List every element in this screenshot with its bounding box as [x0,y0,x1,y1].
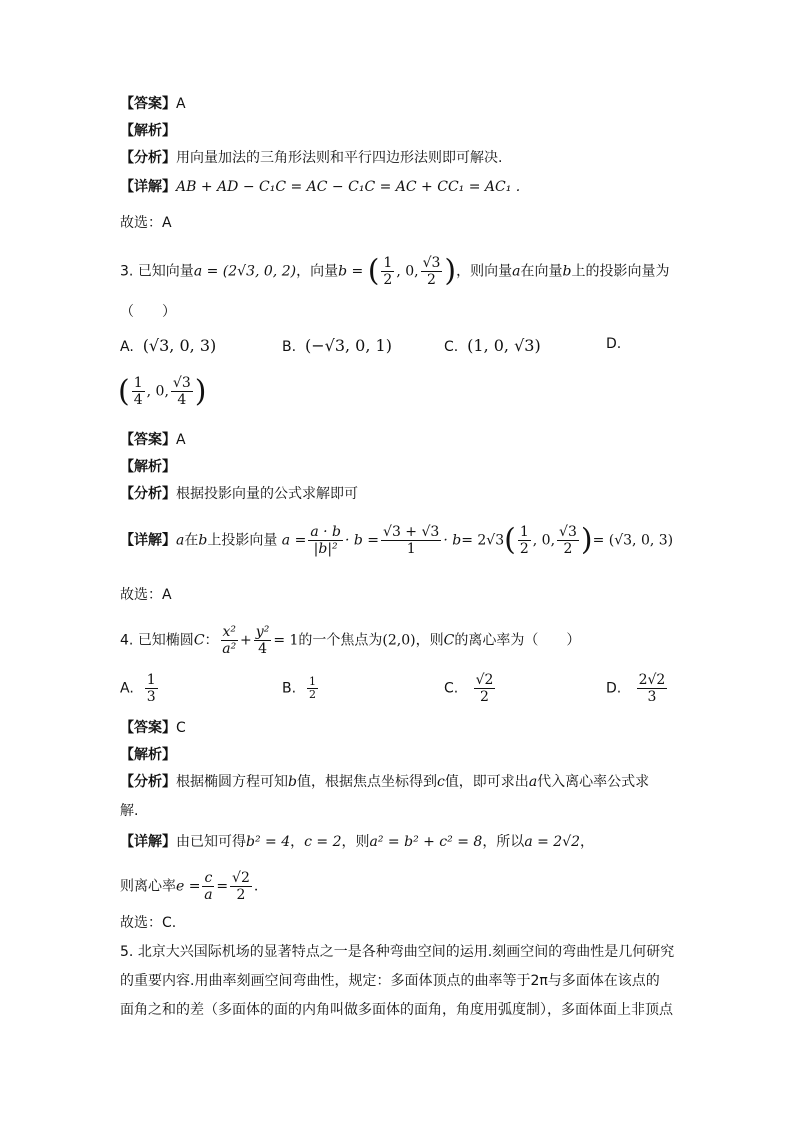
fenxi-line-q3 [120,484,358,504]
choose-label: 故选： [120,215,162,231]
option-label: A. [120,680,134,697]
detail-text2: ，则 [341,834,370,850]
q4-option-c [444,672,497,705]
option-label: C. [444,680,459,697]
q3-option-d [606,336,621,352]
option-den: 2 [480,689,489,705]
analysis-line-q2 [120,121,176,141]
option-value: (√3, 0, 3) [142,336,217,355]
question-5-line1 [120,942,674,962]
detail-text1: 由已知可得 [176,834,246,850]
option-num: 2√2 [638,672,666,688]
projection-value-fraction: $\frac{√3 + √3}{1}$ [383,524,440,557]
detail-line-q4: 【详解】由已知可得b² = 4，c = 2，则a² = b² + c² = 8，所以a = 2√2， [120,834,595,850]
answer-line-q2 [120,94,186,114]
answer-label: 【答案】 [120,96,176,112]
analysis-label: 【解析】 [120,123,176,139]
ellipse-y-term: $\frac{\text{y²}}{4}$ [255,624,270,657]
option-den: 2 [308,688,316,701]
question-number: 3. [120,263,134,280]
focus-coords: (2,0) [382,632,416,649]
question-5-line2 [120,971,660,991]
fenxi-text: 根据投影向量的公式求解即可 [176,486,358,502]
stem-suffix2: 在向量 [520,263,563,280]
choose-value: A [162,215,172,231]
detail-eq1: b² = 4 [246,834,291,850]
option-den: 3 [647,689,657,705]
choose-value: C. [162,915,177,931]
stem-suffix3: 上的投影向量为 [571,263,670,280]
choose-value: A [162,587,172,603]
fenxi-label: 【分析】 [120,486,176,502]
fenxi-line-q4-cont [120,801,138,821]
fraction-half: $\frac{1}{2}$ [383,255,393,288]
q4-option-a [120,672,160,705]
question-5-line3 [120,1000,673,1020]
stem-mid: ，向量 [296,263,339,280]
eccentricity-line-q4: 则离心率e = $\frac{c}{a}$ = $\frac{√2}{2}$ . [120,870,259,903]
ellipse-x-term: $\frac{\text{x²}}{\text{a²}}$ [222,624,237,657]
fenxi-text2: 值，根据焦点坐标得到 [296,774,437,790]
choose-line-q2 [120,213,172,233]
stem-suffix: ，则 [415,632,444,649]
fenxi-label: 【分析】 [120,150,176,166]
q4-option-b [282,676,320,701]
analysis-label: 【解析】 [120,459,176,475]
option-label: D. [606,336,622,352]
fenxi-text4: 代入离心率公式求 [537,774,650,790]
q3-option-d-value: ( $\frac{1}{4}$ , 0, $\frac{√3}{4}$ ) [118,374,207,409]
answer-label: 【答案】 [120,720,176,736]
fenxi-text5: 解. [120,803,139,819]
q5-text-line1: 北京大兴国际机场的显著特点之一是各种弯曲空间的运用.刻画空间的弯曲性是几何研究 [137,944,675,960]
fenxi-text3: 值，即可求出 [444,774,529,790]
fenxi-text1: 根据椭圆方程可知 [176,774,288,790]
paren-close: ) [444,253,457,289]
option-num: 1 [146,672,156,688]
symbol-a: a [512,263,521,280]
detail-text3: ，所以 [482,834,525,850]
answer-value: C [176,720,186,736]
stem-suffix: ，则向量 [456,263,513,280]
fenxi-line-q4: 【分析】根据椭圆方程可知b值，根据焦点坐标得到c值，即可求出a代入离心率公式求 [120,774,650,790]
choose-line-q3 [120,585,172,605]
detail-eq4: a = 2√2 [524,834,581,850]
detail-label: 【详解】 [120,834,176,850]
answer-value: A [176,96,186,112]
option-num: √2 [475,672,494,688]
detail-result: = (√3, 0, 3) [592,532,674,549]
stem-prefix: 已知椭圆 [137,632,194,649]
question-3-blank [120,302,176,322]
option-label: C. [444,339,459,355]
q5-text-line2: 的重要内容.用曲率刻画空间弯曲性，规定：多面体顶点的曲率等于2π与多面体在该点的 [120,973,660,989]
q4-option-d [606,672,669,705]
detail-formula: AB + AD − C₁C = AC − C₁C = AC + CC₁ = AC₁ . [176,179,521,195]
answer-label: 【答案】 [120,432,176,448]
option-label: A. [120,339,134,355]
detail-text4: 则离心率 [120,878,176,895]
detail-line-q3: 【详解】a在b上投影向量 a = $\frac{a \cdot b}{\text{|b|²}}$ · b = $\frac{√3 + √3}{1}$ · b= 2√3( $\frac{1}{2}$ , 0, $\frac{√3}{2}$ )= (√3, 0, 3) [120,522,674,558]
vector-b-prefix: b = [338,263,364,280]
option-value: (1, 0, √3) [467,336,541,355]
fenxi-label: 【分析】 [120,774,176,790]
question-number: 5. [120,944,134,960]
question-3-stem [120,255,669,288]
stem-prefix: 已知向量 [137,263,194,280]
symbol-b: b [562,263,572,280]
analysis-line-q4 [120,745,176,765]
option-label: B. [282,339,297,355]
option-den: 3 [146,689,156,705]
option-num: 1 [308,675,316,688]
choose-label: 故选： [120,587,162,603]
stem-suffix2: 的离心率为（ ） [454,632,581,649]
analysis-label: 【解析】 [120,747,176,763]
stem-focus: 的一个焦点为 [298,632,383,649]
q3-option-a [120,336,216,355]
detail-text2: 上投影向量 [207,532,278,549]
fraction-root3-half: $\frac{√3}{2}$ [422,255,441,288]
fenxi-line-q2 [120,148,502,168]
question-4-stem: 4. 已知椭圆C： $\frac{\text{x²}}{\text{a²}}$ + $\frac{\text{y²}}{4}$ = 1的一个焦点为(2,0)，则C的离心率为（ ） [120,624,581,657]
option-label: B. [282,680,297,697]
answer-line-q3 [120,430,186,450]
detail-tail: = 2√3 [461,532,505,549]
detail-eq2: c = 2 [304,834,342,850]
fenxi-text: 用向量加法的三角形法则和平行四边形法则即可解决. [176,150,503,166]
paren-open: ( [367,253,380,289]
detail-label: 【详解】 [120,179,176,195]
answer-line-q4 [120,718,186,738]
q3-option-b [282,336,392,355]
detail-eq3: a² = b² + c² = 8 [369,834,483,850]
option-value: (−√3, 0, 1) [304,336,392,355]
q5-text-line3: 面角之和的差（多面体的面的内角叫做多面体的面角，角度用弧度制），多面体面上非顶点 [120,1002,673,1018]
analysis-line-q3 [120,457,176,477]
option-label: D. [606,680,622,697]
detail-label: 【详解】 [120,532,176,549]
choose-line-q4 [120,913,176,933]
detail-text1: 在 [184,532,199,549]
vector-a: a = (2√3, 0, 2) [193,263,297,280]
question-number: 4. [120,632,134,649]
blank-parens: （ ） [120,304,176,320]
comma-zero: , 0, [396,263,419,280]
choose-label: 故选： [120,915,162,931]
detail-line-q2 [120,177,520,197]
projection-fraction: $\frac{a \cdot b}{\text{|b|²}}$ [310,524,341,557]
answer-value: A [176,432,186,448]
q3-option-c [444,336,541,355]
